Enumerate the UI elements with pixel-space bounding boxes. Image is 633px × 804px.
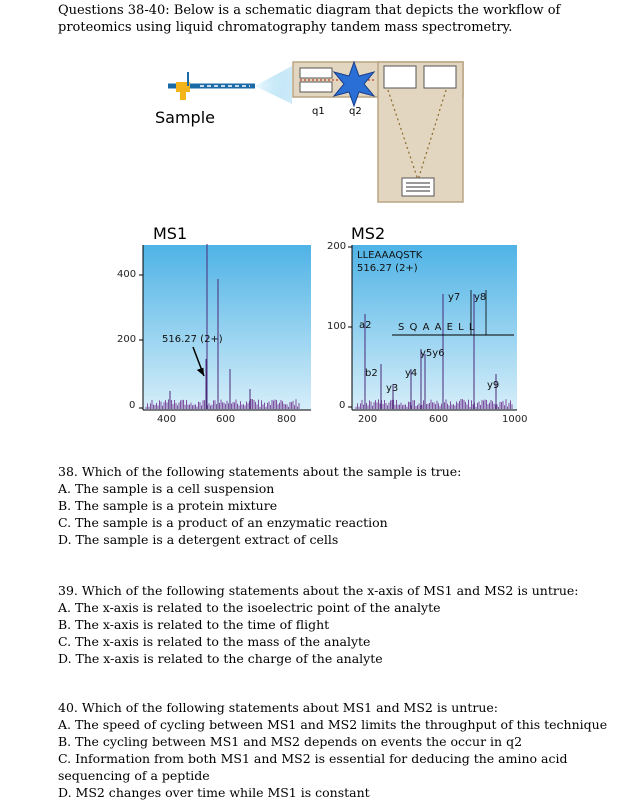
sample-label: Sample [155, 108, 215, 127]
option-d: D. The x-axis is related to the charge of the analyte [58, 651, 383, 666]
ms2-ytick-100: 100 [327, 321, 347, 332]
ms1-xtick-600: 600 [216, 414, 236, 425]
option-c: C. Information from both MS1 and MS2 is essential for deducing the amino acid sequencing of a peptide [58, 751, 568, 783]
question-39 [58, 582, 628, 667]
option-a: A. The sample is a cell suspension [58, 481, 275, 496]
ms1-title: MS1 [153, 224, 188, 243]
intro-text: Questions 38-40: Below is a schematic diagram that depicts the workflow of proteomics using liquid chromatography tandem mass spectrometry. [58, 3, 561, 35]
question-40 [58, 699, 628, 801]
ms1-plot [139, 244, 311, 410]
electrospray-cone [255, 66, 292, 104]
ms2-ytick-200: 200 [327, 241, 347, 252]
ms1-xtick-800: 800 [277, 414, 297, 425]
ms2-precursor: 516.27 (2+) [357, 263, 418, 274]
question-stem: 38. Which of the following statements about the sample is true: [58, 464, 462, 479]
ms1-ytick-0: 0 [129, 400, 136, 411]
question-38 [58, 463, 628, 548]
ms2-ytick-0: 0 [339, 400, 346, 411]
ion-y9: y9 [487, 380, 500, 391]
ion-b2: b2 [365, 368, 378, 379]
option-d: D. MS2 changes over time while MS1 is constant [58, 785, 370, 800]
ms1-ytick-200: 200 [117, 334, 137, 345]
option-c: C. The x-axis is related to the mass of the analyte [58, 634, 371, 649]
ms2-xtick-200: 200 [358, 414, 378, 425]
ms2-peptide: LLEAAAQSTK [357, 250, 423, 261]
ion-y4: y4 [405, 368, 418, 379]
option-c: C. The sample is a product of an enzymatic reaction [58, 515, 388, 530]
option-b: B. The sample is a protein mixture [58, 498, 278, 513]
option-b: B. The cycling between MS1 and MS2 depends on events the occur in q2 [58, 734, 523, 749]
option-b: B. The x-axis is related to the time of flight [58, 617, 330, 632]
question-stem: 39. Which of the following statements about the x-axis of MS1 and MS2 is untrue: [58, 583, 579, 598]
ms1-ytick-400: 400 [117, 269, 137, 280]
ion-sequence: S Q A A E L L [398, 322, 476, 333]
question-stem: 40. Which of the following statements about MS1 and MS2 is untrue: [58, 700, 498, 715]
ms2-xtick-1000: 1000 [502, 414, 528, 425]
q1-label: q1 [312, 106, 325, 117]
ion-y7: y7 [448, 292, 461, 303]
option-a: A. The x-axis is related to the isoelectric point of the analyte [58, 600, 441, 615]
option-a: A. The speed of cycling between MS1 and MS2 limits the throughput of this technique [58, 717, 608, 732]
ms2-xtick-600: 600 [429, 414, 449, 425]
ion-y5y6: y5y6 [420, 348, 445, 359]
ms2-title: MS2 [351, 224, 386, 243]
ion-y8: y8 [474, 292, 487, 303]
q2-label: q2 [349, 106, 362, 117]
option-d: D. The sample is a detergent extract of cells [58, 532, 339, 547]
ion-y3: y3 [386, 383, 399, 394]
lc-column [168, 72, 255, 100]
mass-spectrometer [293, 62, 463, 202]
ms1-precursor-label: 516.27 (2+) [162, 334, 223, 345]
ion-a2: a2 [359, 320, 372, 331]
ms1-xtick-400: 400 [157, 414, 177, 425]
